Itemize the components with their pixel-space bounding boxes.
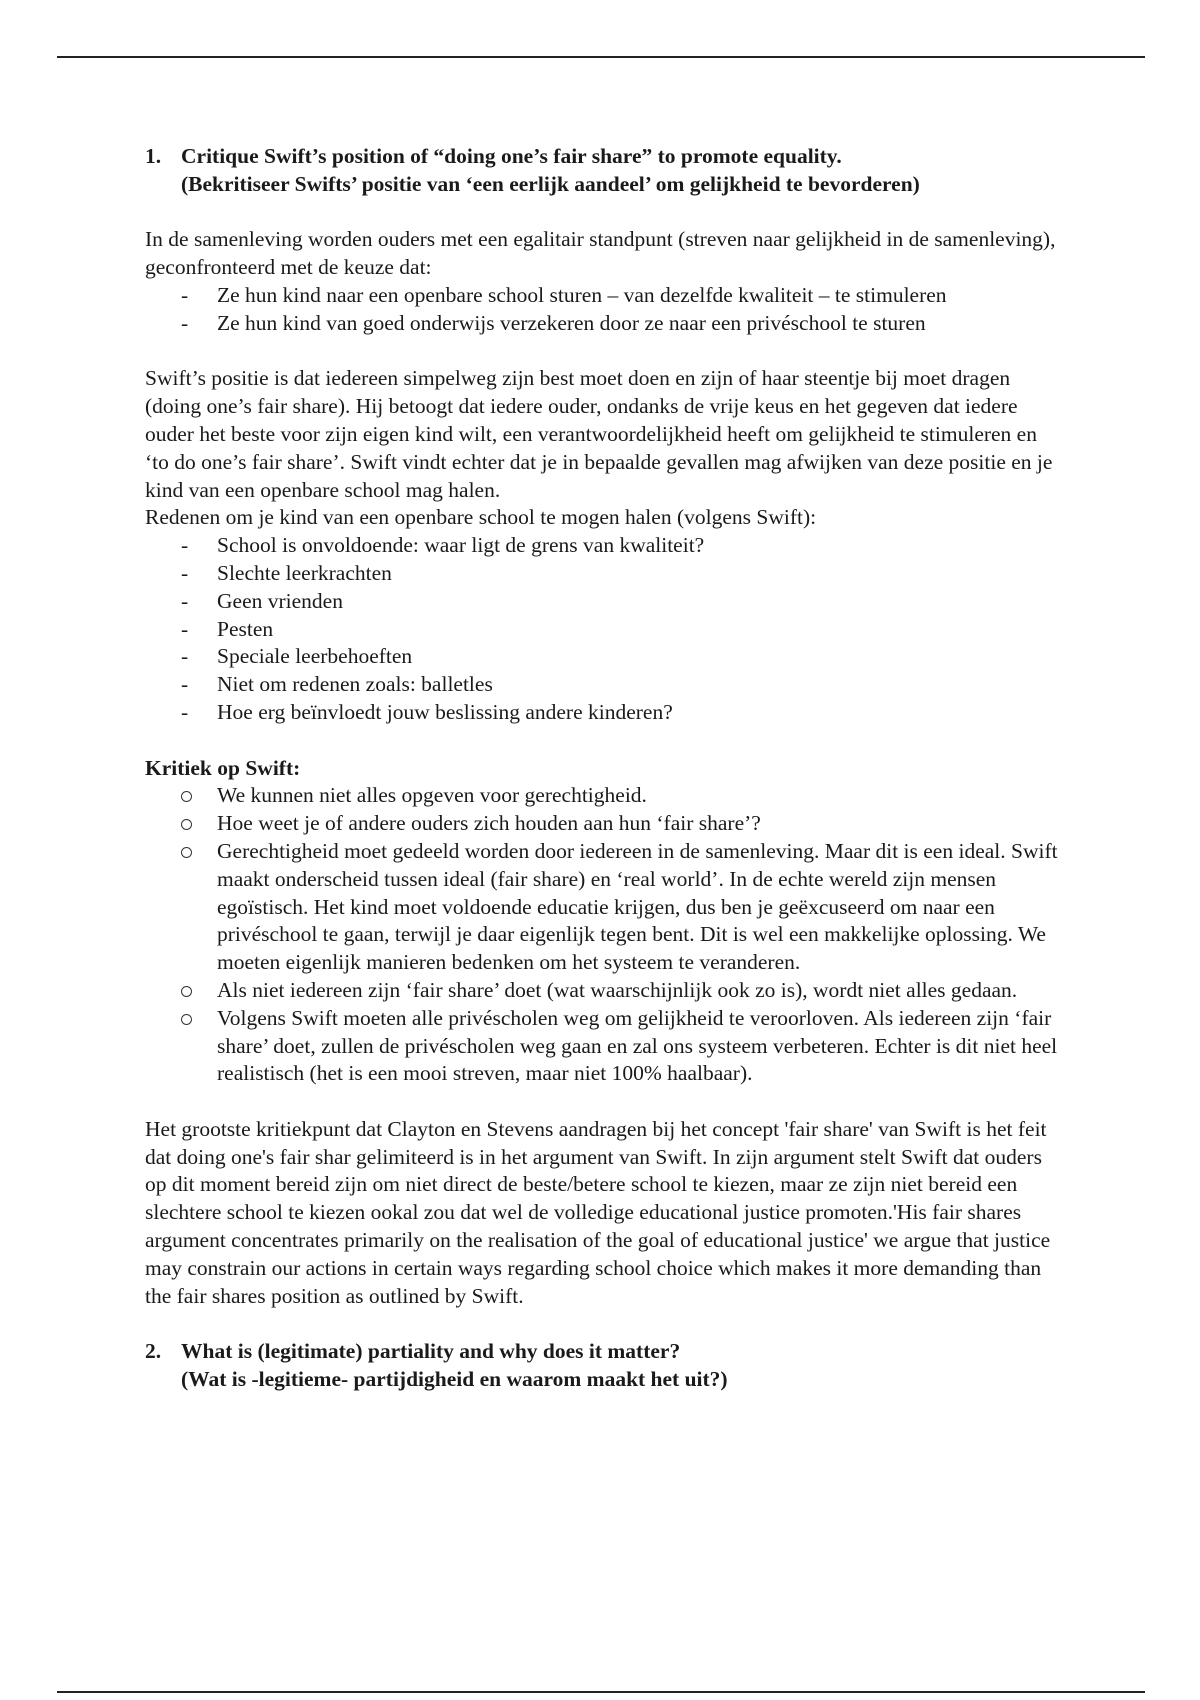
circle-bullet-icon xyxy=(181,819,192,830)
list-item: - Niet om redenen zoals: balletles xyxy=(181,672,493,697)
question-number: 1. xyxy=(145,144,162,168)
circle-bullet-icon xyxy=(181,1014,192,1025)
question-title-nl: (Bekritiseer Swifts’ positie van ‘een eerlijk aandeel’ om gelijkheid te bevorderen) xyxy=(181,171,920,196)
reasons-list xyxy=(145,532,1065,727)
list-item: - Geen vrienden xyxy=(181,588,343,613)
list-item: Hoe weet je of andere ouders zich houden aan hun ‘fair share’? xyxy=(145,810,1065,838)
list-item: Volgens Swift moeten alle privéscholen weg om gelijkheid te veroorloven. Als iedereen zijn ‘fair share’ doet, zullen de privéscholen weg gaan en zal ons systeem verbeteren. Echter is dit niet heel realistisch (het is een mooi streven, maar niet 100% haalbaar). xyxy=(145,1005,1065,1088)
header-rule xyxy=(57,56,1145,58)
list-item: - Ze hun kind naar een openbare school sturen – van dezelfde kwaliteit – te stimuleren xyxy=(181,282,947,307)
question-title-en: Critique Swift’s position of “doing one’s fair share” to promote equality. xyxy=(181,144,842,168)
question-1-heading xyxy=(145,143,1065,199)
list-item: Als niet iedereen zijn ‘fair share’ doet (wat waarschijnlijk ook zo is), wordt niet alles gedaan. xyxy=(145,977,1065,1005)
intro-paragraph: In de samenleving worden ouders met een egalitair standpunt (streven naar gelijkheid in de samenleving), geconfronteerd met de keuze dat: xyxy=(145,227,1056,280)
question-title-en: What is (legitimate) partiality and why does it matter? xyxy=(181,1339,681,1364)
document-page xyxy=(145,143,1065,1394)
list-item: - Slechte leerkrachten xyxy=(181,560,392,585)
list-item: - Speciale leerbehoeften xyxy=(181,644,413,669)
question-title-nl: (Wat is -legitieme- partijdigheid en waarom maakt het uit?) xyxy=(181,1367,728,1392)
position-paragraph: Swift’s positie is dat iedereen simpelweg zijn best moet doen en zijn of haar steentje bij moet dragen (doing one’s fair share). Hij betoogt dat iedere ouder, ondanks de vrije keus en het gegeven dat iedere ouder het beste voor zijn eigen kind wilt, een verantwoordelijkheid heeft om gelijkheid te stimuleren en ‘to do one’s fair share’. Swift vindt echter dat je in bepaalde gevallen mag afwijken van deze positie en je kind van een openbare school mag halen. xyxy=(145,366,1053,502)
choices-list xyxy=(145,282,1065,338)
list-item: - School is onvoldoende: waar ligt de grens van kwaliteit? xyxy=(181,533,705,558)
question-number: 2. xyxy=(145,1339,162,1364)
circle-bullet-icon xyxy=(181,986,192,997)
circle-bullet-icon xyxy=(181,847,192,858)
list-item: Gerechtigheid moet gedeeld worden door iedereen in de samenleving. Maar dit is een ideal. Swift maakt onderscheid tussen ideal (fair share) en ‘real world’. In de echte wereld zijn mensen egoïstisch. Het kind moet voldoende educatie krijgen, dus ben je geëxcuseerd om naar een privéschool te gaan, terwijl je daar eigenlijk tegen bent. Dit is wel een makkelijke oplossing. We moeten eigenlijk manieren bedenken om het systeem te veranderen. xyxy=(145,838,1065,977)
list-item: We kunnen niet alles opgeven voor gerechtigheid. xyxy=(145,782,1065,810)
list-item: - Pesten xyxy=(181,616,274,641)
circle-bullet-icon xyxy=(181,791,192,802)
list-item: - Hoe erg beïnvloedt jouw beslissing andere kinderen? xyxy=(181,699,673,724)
list-item: - Ze hun kind van goed onderwijs verzekeren door ze naar een privéschool te sturen xyxy=(181,310,926,335)
critique-heading: Kritiek op Swift: xyxy=(145,755,301,780)
conclusion-paragraph: Het grootste kritiekpunt dat Clayton en Stevens aandragen bij het concept 'fair share' van Swift is het feit dat doing one's fair shar gelimiteerd is in het argument van Swift. In zijn argument stelt Swift dat ouders op dit moment bereid zijn om niet direct de beste/betere school te kiezen, maar ze zijn niet bereid een slechtere school te kiezen ookal zou dat wel de volledige educational justice promoten.'His fair shares argument concentrates primarily on the realisation of the goal of educational justice' we argue that justice may constrain our actions in certain ways regarding school choice which makes it more demanding than the fair shares position as outlined by Swift. xyxy=(145,1116,1051,1308)
critiques-list xyxy=(145,782,1065,1088)
footer-rule xyxy=(57,1691,1145,1693)
question-2-heading xyxy=(145,1338,1065,1394)
reasons-intro: Redenen om je kind van een openbare school te mogen halen (volgens Swift): xyxy=(145,505,817,530)
